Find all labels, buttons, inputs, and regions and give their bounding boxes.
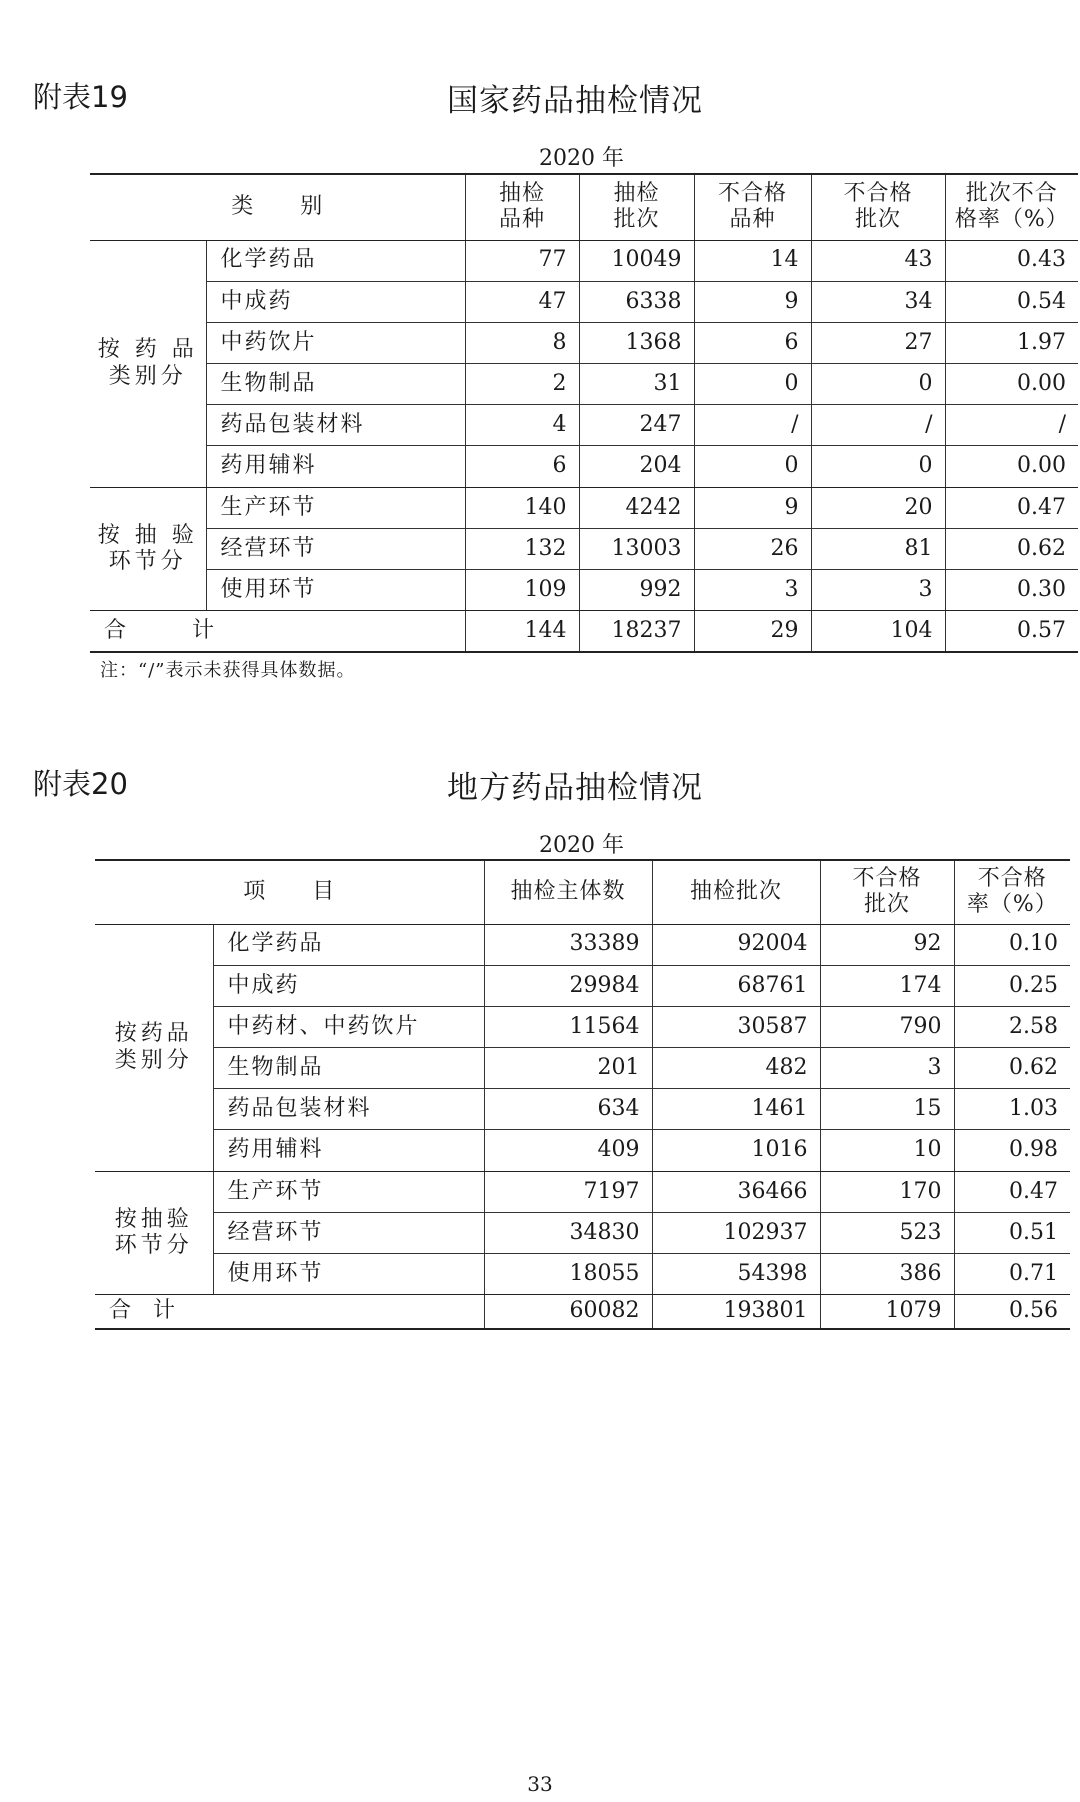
cell: 0 <box>694 446 811 487</box>
table-total-row <box>95 1295 1070 1329</box>
table-row <box>90 281 1078 322</box>
total-label: 合 计 <box>90 611 465 652</box>
header-text: 不合格 <box>977 865 1047 891</box>
table19-heading <box>0 75 1080 119</box>
cell: 2 <box>465 364 579 405</box>
cell: 1368 <box>579 322 694 363</box>
cell: 0.25 <box>954 965 1070 1006</box>
header-sampled-entities: 抽检主体数 <box>484 860 652 924</box>
header-sampled-varieties <box>465 174 579 240</box>
header-text: 批次 <box>613 207 660 233</box>
header-text: 不合格 <box>718 180 788 206</box>
header-text: 批次 <box>855 207 902 233</box>
cell: / <box>694 405 811 446</box>
table-total-row <box>90 611 1078 652</box>
row-label: 药品包装材料 <box>206 405 465 446</box>
cell: 0.62 <box>954 1048 1070 1089</box>
table-row <box>90 240 1078 281</box>
cell: / <box>945 405 1078 446</box>
header-failed-batches <box>811 174 945 240</box>
cell: 29984 <box>484 965 652 1006</box>
cell: 1079 <box>820 1295 954 1329</box>
cell: 790 <box>820 1006 954 1047</box>
cell: 247 <box>579 405 694 446</box>
cell: 43 <box>811 240 945 281</box>
cell: 92004 <box>652 924 820 965</box>
cell: 8 <box>465 322 579 363</box>
group-line: 类别分 <box>108 363 187 389</box>
cell: 18055 <box>484 1254 652 1295</box>
cell: 6 <box>694 322 811 363</box>
table-row <box>95 1006 1070 1047</box>
cell: 60082 <box>484 1295 652 1329</box>
cell: 81 <box>811 528 945 569</box>
table20-year: 2020 年 <box>539 833 624 858</box>
row-label: 药品包装材料 <box>213 1089 484 1130</box>
table20-title: 地方药品抽检情况 <box>447 770 703 806</box>
table-row <box>90 364 1078 405</box>
header-text: 批次不合 <box>965 180 1058 206</box>
table19-number: 附表19 <box>33 80 128 114</box>
group-line: 按 抽 验 <box>97 522 198 548</box>
cell: 0.43 <box>945 240 1078 281</box>
cell: 0.10 <box>954 924 1070 965</box>
cell: 18237 <box>579 611 694 652</box>
table19-note: 注：“/”表示未获得具体数据。 <box>100 660 356 681</box>
cell: 1461 <box>652 1089 820 1130</box>
row-label: 化学药品 <box>213 924 484 965</box>
cell: 9 <box>694 281 811 322</box>
table-row <box>95 924 1070 965</box>
table-row <box>95 1130 1070 1171</box>
cell: 1016 <box>652 1130 820 1171</box>
cell: 36466 <box>652 1171 820 1212</box>
header-failure-rate <box>945 174 1078 240</box>
cell: 33389 <box>484 924 652 965</box>
cell: 140 <box>465 487 579 528</box>
table20-local-drug-sampling <box>95 859 1070 1330</box>
cell: 3 <box>811 570 945 611</box>
header-failure-rate <box>954 860 1070 924</box>
header-text: 品种 <box>499 207 546 233</box>
cell: 34 <box>811 281 945 322</box>
header-sampled-batches: 抽检批次 <box>652 860 820 924</box>
cell: 0 <box>694 364 811 405</box>
cell: 174 <box>820 965 954 1006</box>
header-text: 不合格 <box>852 865 922 891</box>
row-label: 生物制品 <box>206 364 465 405</box>
group-line: 类别分 <box>114 1047 193 1073</box>
cell: 3 <box>694 570 811 611</box>
cell: 0.57 <box>945 611 1078 652</box>
cell: 170 <box>820 1171 954 1212</box>
cell: 30587 <box>652 1006 820 1047</box>
cell: 482 <box>652 1048 820 1089</box>
row-label: 生产环节 <box>206 487 465 528</box>
table20-number: 附表20 <box>33 767 128 801</box>
table-row <box>95 1171 1070 1212</box>
cell: 0.56 <box>954 1295 1070 1329</box>
group-line: 按抽验 <box>114 1206 193 1232</box>
cell: 102937 <box>652 1212 820 1253</box>
group-by-sampling-stage <box>90 487 206 611</box>
group-line: 环节分 <box>108 548 187 574</box>
cell: 14 <box>694 240 811 281</box>
cell: 992 <box>579 570 694 611</box>
cell: 92 <box>820 924 954 965</box>
group-line: 环节分 <box>114 1232 193 1258</box>
cell: 47 <box>465 281 579 322</box>
group-line: 按 药 品 <box>97 337 198 363</box>
cell: 204 <box>579 446 694 487</box>
cell: 15 <box>820 1089 954 1130</box>
header-sampled-batches <box>579 174 694 240</box>
cell: 386 <box>820 1254 954 1295</box>
cell: 634 <box>484 1089 652 1130</box>
row-label: 生物制品 <box>213 1048 484 1089</box>
header-failed-batches <box>820 860 954 924</box>
cell: 13003 <box>579 528 694 569</box>
cell: 0 <box>811 446 945 487</box>
cell: 0.54 <box>945 281 1078 322</box>
group-by-drug-category <box>90 240 206 487</box>
row-label: 化学药品 <box>206 240 465 281</box>
header-category: 类 别 <box>90 174 465 240</box>
cell: 144 <box>465 611 579 652</box>
header-text: 抽检 <box>613 180 660 206</box>
cell: 6 <box>465 446 579 487</box>
table-row <box>90 405 1078 446</box>
table-row <box>90 446 1078 487</box>
cell: 409 <box>484 1130 652 1171</box>
cell: 27 <box>811 322 945 363</box>
cell: 7197 <box>484 1171 652 1212</box>
cell: 0.47 <box>954 1171 1070 1212</box>
cell: 9 <box>694 487 811 528</box>
table-row <box>90 487 1078 528</box>
cell: 4 <box>465 405 579 446</box>
cell: 523 <box>820 1212 954 1253</box>
table-row <box>90 570 1078 611</box>
cell: 29 <box>694 611 811 652</box>
table-row <box>95 1254 1070 1295</box>
cell: 20 <box>811 487 945 528</box>
group-line: 按药品 <box>114 1021 193 1047</box>
table-row <box>90 528 1078 569</box>
cell: 10 <box>820 1130 954 1171</box>
table-row <box>90 322 1078 363</box>
table20-heading <box>0 762 1080 806</box>
table19-title: 国家药品抽检情况 <box>447 83 703 119</box>
header-text: 品种 <box>729 207 776 233</box>
header-text: 不合格 <box>843 180 913 206</box>
table-row <box>95 1048 1070 1089</box>
cell: 104 <box>811 611 945 652</box>
cell: 4242 <box>579 487 694 528</box>
table-row <box>95 965 1070 1006</box>
cell: 1.97 <box>945 322 1078 363</box>
row-label: 使用环节 <box>206 570 465 611</box>
cell: 193801 <box>652 1295 820 1329</box>
header-failed-varieties <box>694 174 811 240</box>
header-text: 抽检 <box>499 180 546 206</box>
cell: 77 <box>465 240 579 281</box>
row-label: 经营环节 <box>213 1212 484 1253</box>
cell: 109 <box>465 570 579 611</box>
cell: 0.51 <box>954 1212 1070 1253</box>
cell: 1.03 <box>954 1089 1070 1130</box>
cell: 54398 <box>652 1254 820 1295</box>
cell: 31 <box>579 364 694 405</box>
cell: 201 <box>484 1048 652 1089</box>
table20-header-row <box>95 860 1070 924</box>
table19-header-row <box>90 174 1078 240</box>
header-text: 率（%） <box>966 892 1058 918</box>
cell: 0.00 <box>945 446 1078 487</box>
row-label: 生产环节 <box>213 1171 484 1212</box>
row-label: 中药材、中药饮片 <box>213 1006 484 1047</box>
cell: 11564 <box>484 1006 652 1047</box>
table-row <box>95 1089 1070 1130</box>
cell: 0.00 <box>945 364 1078 405</box>
cell: 0 <box>811 364 945 405</box>
header-text: 格率（%） <box>954 207 1069 233</box>
table19-national-drug-sampling <box>90 173 1078 653</box>
cell: 0.62 <box>945 528 1078 569</box>
cell: 34830 <box>484 1212 652 1253</box>
cell: 10049 <box>579 240 694 281</box>
cell: 3 <box>820 1048 954 1089</box>
row-label: 中成药 <box>213 965 484 1006</box>
row-label: 中成药 <box>206 281 465 322</box>
row-label: 经营环节 <box>206 528 465 569</box>
cell: 0.71 <box>954 1254 1070 1295</box>
cell: 68761 <box>652 965 820 1006</box>
cell: 6338 <box>579 281 694 322</box>
total-label: 合 计 <box>95 1295 484 1329</box>
cell: / <box>811 405 945 446</box>
group-by-drug-category <box>95 924 213 1171</box>
cell: 2.58 <box>954 1006 1070 1047</box>
group-by-sampling-stage <box>95 1171 213 1295</box>
cell: 132 <box>465 528 579 569</box>
row-label: 药用辅料 <box>213 1130 484 1171</box>
row-label: 使用环节 <box>213 1254 484 1295</box>
header-text: 批次 <box>864 892 911 918</box>
page-number: 33 <box>527 1772 553 1796</box>
cell: 0.98 <box>954 1130 1070 1171</box>
table-row <box>95 1212 1070 1253</box>
cell: 26 <box>694 528 811 569</box>
row-label: 中药饮片 <box>206 322 465 363</box>
cell: 0.47 <box>945 487 1078 528</box>
table19-year: 2020 年 <box>539 146 624 171</box>
row-label: 药用辅料 <box>206 446 465 487</box>
header-item: 项 目 <box>95 860 484 924</box>
cell: 0.30 <box>945 570 1078 611</box>
